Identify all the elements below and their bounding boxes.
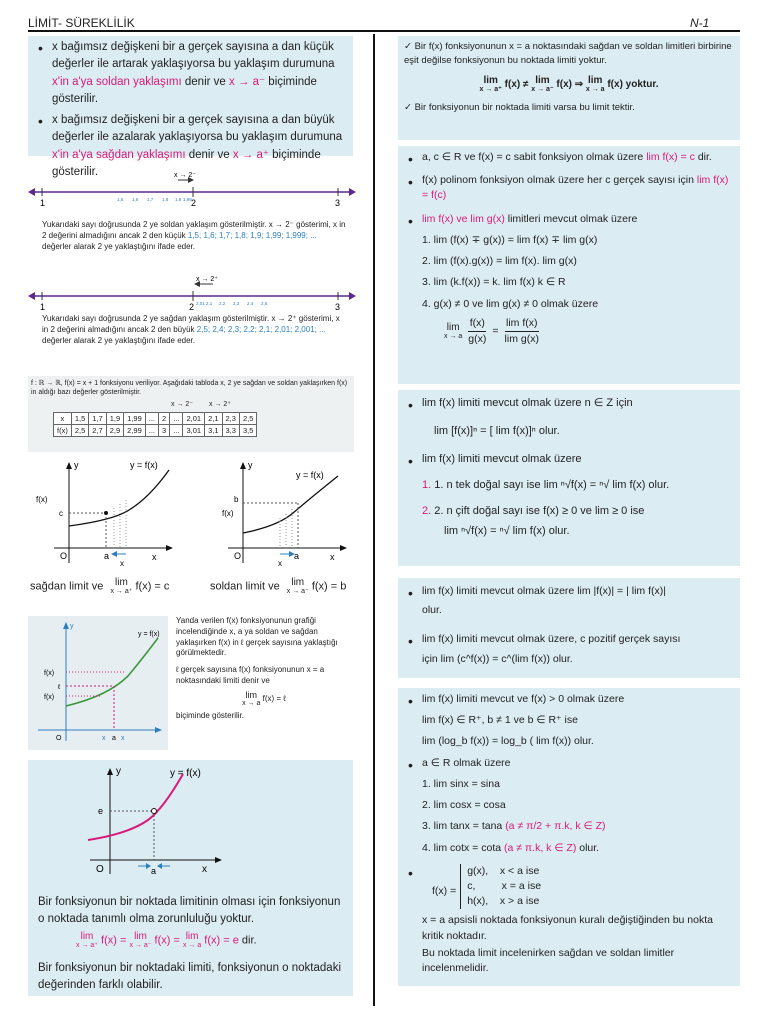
curve-label: y = f(x): [130, 460, 158, 470]
a-label: a: [112, 735, 116, 742]
tick: 1: [40, 198, 46, 208]
curve-label: y = f(x): [170, 768, 201, 779]
hole-note-1: Bir fonksiyonun bir noktada limitinin olması için fonksiyonun o noktada tanımlı olma zorunluluğu yoktur.: [38, 896, 341, 926]
value-table-section: [28, 376, 354, 452]
limit-existence-box: ✓ Bir f(x) fonksiyonunun x = a noktasındaki sağdan ve soldan limitleri birbirine eşit değilse fonksiyonun bu noktada limiti yoktur. lim x → a⁺ f(x) ≠ lim x → a⁻ f(x) ⇒ lim x → a f(x) yoktur. ✓ Bir fonksiyonun bir noktada limiti varsa bu limit tektir.: [398, 36, 740, 140]
tick: 2: [191, 198, 197, 208]
abs-exp-rules-box: • lim f(x) limiti mevcut olmak üzere lim |f(x)| = | lim f(x)| olur. • lim f(x) limiti mevcut olmak üzere, c pozitif gerçek sayısı için lim (c^f(x)) = c^(lim f(x)) olur.: [398, 578, 740, 678]
tick: 2,2: [219, 301, 226, 306]
origin-label: O: [60, 551, 68, 561]
x-axis-label: x: [330, 552, 335, 562]
graph-left-limit: [208, 458, 358, 573]
tick: 2,5: [261, 301, 268, 306]
x-axis-label: x: [202, 864, 207, 875]
tick: 2: [189, 302, 195, 312]
hole-equation: lim x → a⁺ f(x) = lim x → a⁻ f(x) = lim x → a f(x) = e dir.: [76, 931, 257, 949]
power-root-rules-box: • lim f(x) limiti mevcut olmak üzere n ∈ Z için lim [f(x)]ⁿ = [ lim f(x)]ⁿ olur. • lim f(x) limiti mevcut olmak üzere 1. 1. n tek doğal sayı ise lim ⁿ√f(x) = ⁿ√ lim f(x) olur. 2. 2. n çift doğal sayı ise f(x) ≥ 0 ve lim ≥ 0 ise lim ⁿ√f(x) = ⁿ√ lim f(x) olur.: [398, 390, 740, 566]
value-table: [53, 412, 257, 437]
graph-right-limit: [34, 458, 184, 573]
a-label: a: [151, 866, 157, 876]
fx-upper-label: f(x): [44, 670, 55, 677]
a-label: a: [104, 551, 110, 561]
table-intro: f : ℝ → ℝ, f(x) = x + 1 fonksiyonu veriliyor. Aşağıdaki tabloda x, 2 ye sağdan ve soldan yaklaşırken f(x) in aldığı bazı değerler gösterilmiştir.: [31, 380, 348, 397]
tick: 3: [335, 302, 341, 312]
tick: 1,8: [162, 197, 169, 202]
tick: 1: [40, 302, 46, 312]
y-axis-label: y: [116, 766, 121, 777]
graph3-explanation: Yanda verilen f(x) fonksiyonunun grafiği incelendiğinde x, a ya soldan ve sağdan yaklaşırken f(x) in ℓ gerçek sayısına yaklaştığı görülmektedir. ℓ gerçek sayısına f(x) fonksiyonunun x = a noktasındaki limiti denir ve lim x → a f(x) = ℓ biçiminde gösterilir.: [176, 616, 338, 720]
number-line-caption-1: Yukarıdaki sayı doğrusunda 2 ye soldan yaklaşım gösterilmiştir. x → 2⁻ gösterimi, x in 2 değerini almadığını ancak 2 den küçük 1,5; 1,6; 1,7; 1,8; 1,9; 1,99; 1,999; ... değerler alarak 2 ye yaklaştığını ifade eder.: [42, 220, 346, 251]
approach-label: x → 2⁻: [174, 172, 196, 179]
tick: 2,4: [247, 301, 254, 306]
x-approach-label: x: [120, 559, 124, 568]
right-approach-item: • x bağımsız değişkeni bir a gerçek sayısına a dan büyük değerler ile azalarak yaklaşıyorsa bu yaklaşım durumuna x'in a'ya sağdan yaklaşımı denir ve x → a⁺ biçiminde gösterilir.: [34, 112, 347, 181]
y-axis-label: y: [248, 460, 253, 470]
header-rule: [28, 30, 740, 32]
x-right-label: x: [121, 735, 125, 742]
tick: 2,01: [196, 301, 205, 306]
number-line-right-approach: [28, 272, 358, 312]
fx-label: f(x): [222, 509, 234, 518]
b-label: b: [234, 495, 239, 504]
x-axis-label: x: [152, 552, 157, 562]
graph-hole: [68, 764, 238, 882]
curve-label: y = f(x): [296, 470, 324, 480]
not-defined-limit-box: [28, 760, 353, 996]
hole-note-2: Bir fonksiyonun bir noktadaki limiti, fonksiyonun o noktadaki değerinden farklı olabilir.: [38, 962, 341, 992]
origin-label: O: [96, 864, 104, 875]
y-axis-label: y: [70, 623, 74, 630]
c-label: c: [59, 509, 63, 518]
piecewise-item: • f(x) = g(x), x < a ise c, x = a ise h(x), x > a ise: [404, 864, 734, 910]
page-number: N-1: [690, 16, 710, 30]
tick: 1,9: [175, 197, 182, 202]
tick: 2,3: [233, 301, 240, 306]
tick: 1,7: [147, 197, 154, 202]
quotient-rule: lim x → a $\frac{f(x)}{g(x)}$ = $\frac{\text{lim f(x)}}{\text{lim g(x)}}$: [444, 316, 539, 345]
approach-label: x → 2⁺: [196, 276, 218, 283]
column-divider: [373, 34, 375, 1006]
number-line-left-approach: [28, 168, 358, 208]
tick: 2,1: [206, 301, 213, 306]
tick: 1,5: [117, 197, 124, 202]
tick: 1,6: [132, 197, 139, 202]
y-axis-label: y: [74, 460, 79, 470]
left-approach-item: • x bağımsız değişkeni bir a gerçek sayısına a dan küçük değerler ile artarak yaklaşıyorsa bu yaklaşım durumuna x'in a'ya soldan yaklaşımı denir ve x → a⁻ biçiminde gösterilir.: [34, 39, 347, 108]
tick: 1,99: [183, 197, 192, 202]
limit-rules-box: • a, c ∈ R ve f(x) = c sabit fonksiyon olmak üzere lim f(x) = c dir. • f(x) polinom fonksiyon olmak üzere her c gerçek sayısı için lim f(x) = f(c) • lim f(x) ve lim g(x) limitleri mevcut olmak üzere 1. lim (f(x) ∓ g(x)) = lim f(x) ∓ lim g(x) 2. lim (f(x).g(x)) = lim f(x). lim g(x) 3. lim (k.f(x)) = k. lim f(x) k ∈ R 4. g(x) ≠ 0 ve lim g(x) ≠ 0 olmak üzere lim x → a $\frac{f(x)}{g(x)}$ = $\frac{\text{lim f(x)}}{\text{lim g(x)}}$: [398, 146, 740, 384]
table-row-fx: f(x) 2,5 2,7 2,9 2,99 ... 3 ... 3,01 3,1 3,3 3,5: [54, 424, 257, 436]
table-right-approach: x → 2⁺: [209, 400, 231, 408]
table-left-approach: x → 2⁻: [171, 400, 193, 408]
page-title: LİMİT- SÜREKLİLİK: [28, 16, 135, 30]
graph-two-sided: [28, 616, 168, 750]
fx-label: f(x): [36, 495, 48, 504]
tick: 3: [335, 198, 341, 208]
graph1-caption: sağdan limit ve lim x → a⁺ f(x) = c: [30, 577, 170, 595]
e-label: e: [98, 806, 104, 816]
l-label: ℓ: [58, 684, 61, 691]
origin-label: O: [234, 551, 242, 561]
curve-label: y = f(x): [138, 631, 160, 638]
fx-lower-label: f(x): [44, 694, 55, 701]
table-row-x: x 1,5 1,7 1,9 1,99 ... 2 ... 2,01 2,1 2,3 2,5: [54, 412, 257, 424]
a-label: a: [294, 551, 300, 561]
log-trig-rules-box: • lim f(x) limiti mevcut ve f(x) > 0 olmak üzere lim f(x) ∈ R⁺, b ≠ 1 ve b ∈ R⁺ ise lim (log_b f(x)) = log_b ( lim f(x)) olur. • a ∈ R olmak üzere 1. lim sinx = sina 2. lim cosx = cosa 3. lim tanx = tana (a ≠ π/2 + π.k, k ∈ Z) 4. lim cotx = cota (a ≠ π.k, k ∈ Z) olur. • f(x) = g(x), x < a ise c, x = a ise h(x), x > a ise x = a apsisli noktada fonksiyonun kuralı değiştiğinden bu nokta kritik noktadır. Bu noktada limit incelenirken sağdan ve soldan limitler incelenmelidir.: [398, 688, 740, 986]
x-left-label: x: [102, 735, 106, 742]
origin-label: O: [56, 735, 62, 742]
graph2-caption: soldan limit ve lim x → a⁻ f(x) = b: [210, 577, 347, 595]
x-approach-label: x: [278, 559, 282, 568]
number-line-caption-2: Yukarıdaki sayı doğrusunda 2 ye sağdan yaklaşım gösterilmiştir. x → 2⁺ gösterimi, x in 2 değerini almadığını ancak 2 den büyük 2,5; 2,4; 2,3; 2,2; 2,1; 2,01; 2,001; ... değerler alarak 2 ye yaklaştığını ifade eder.: [42, 314, 340, 345]
